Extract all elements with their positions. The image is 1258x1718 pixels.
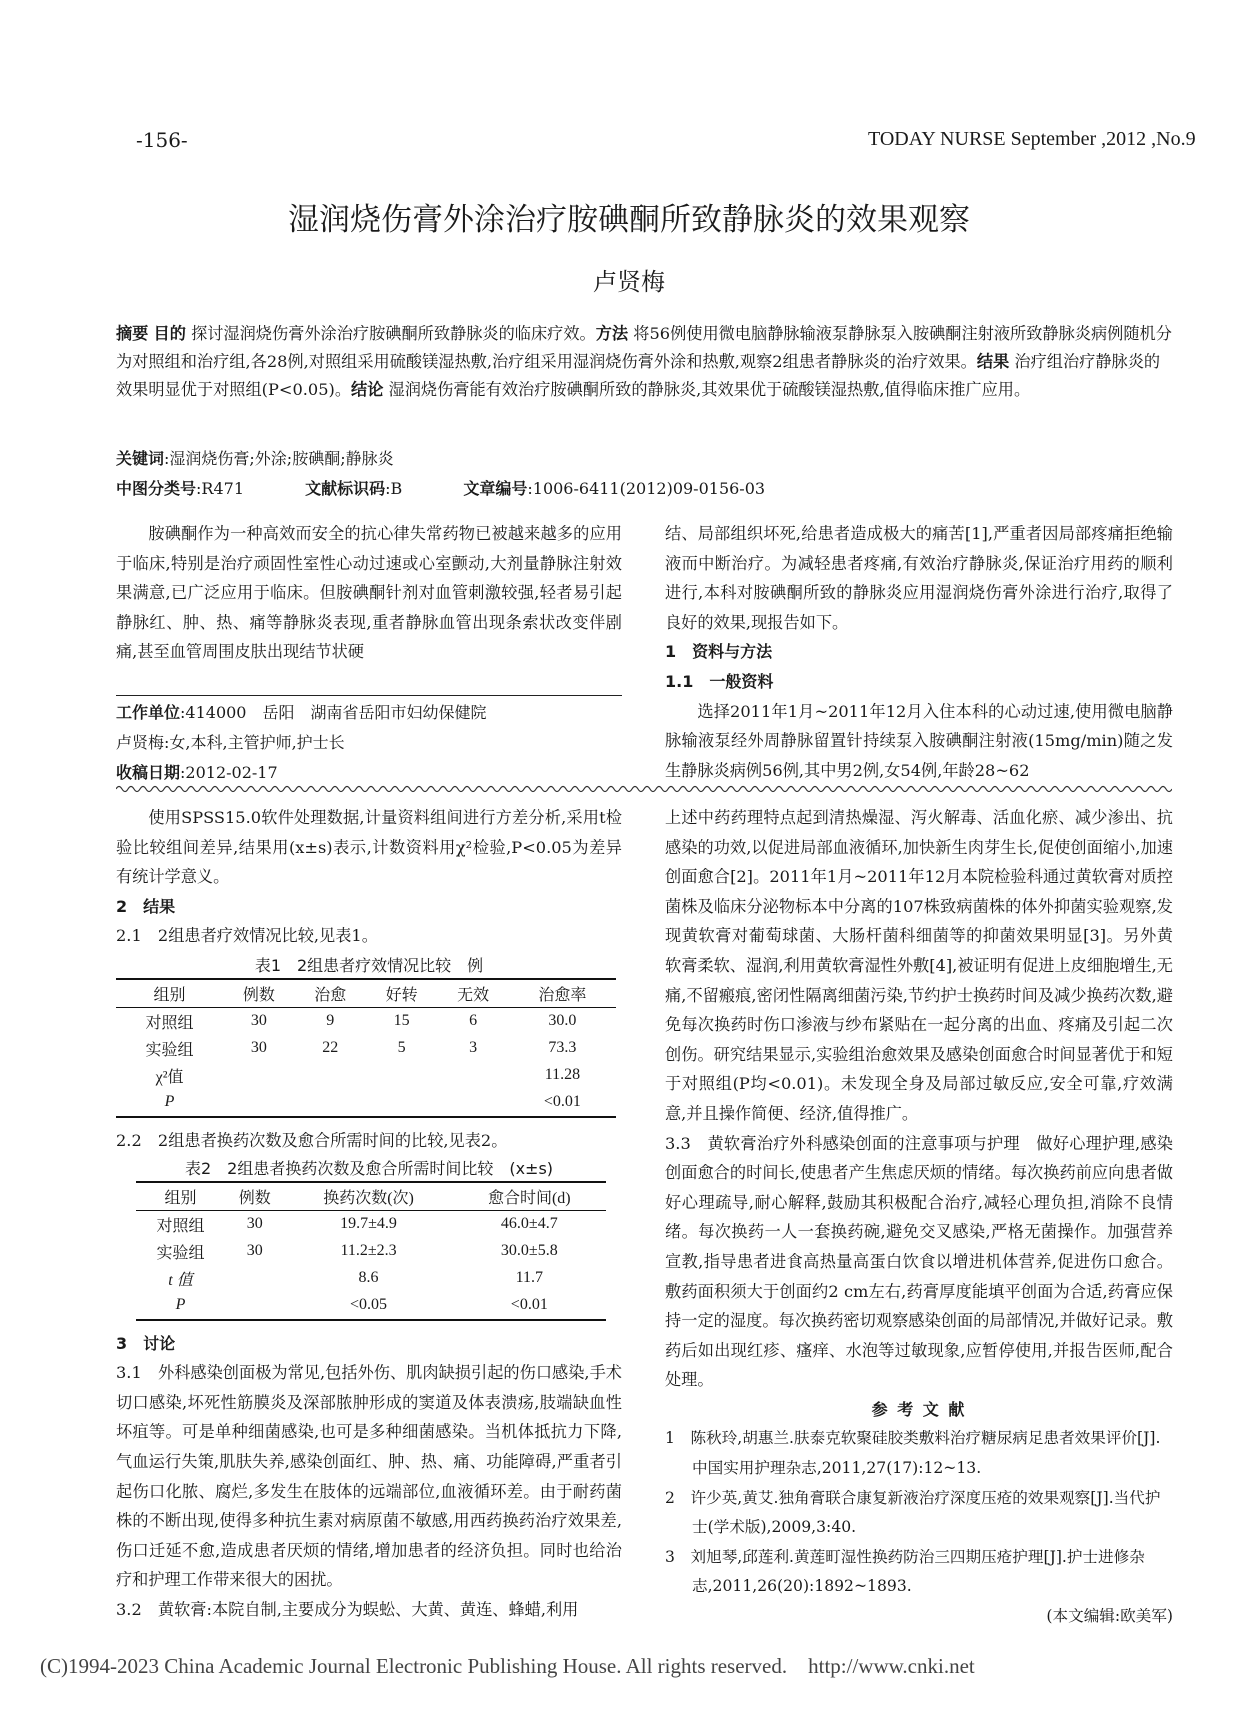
table2-cell: <0.05 [284, 1292, 452, 1320]
table1-cell [295, 1089, 366, 1117]
table-row [136, 1210, 606, 1238]
section-2-1-text: 2.1 2组患者疗效情况比较,见表1。 [116, 926, 378, 946]
result-text: 治疗组治疗静脉炎的效果明显优于对照组(P<0.05)。 [116, 352, 1161, 399]
table2-cell: 30 [246, 1215, 263, 1233]
table2-header-cell: 组别 [136, 1182, 225, 1211]
clc-label: 中图分类号 [116, 479, 197, 498]
table2-cell: 11.7 [515, 1269, 544, 1287]
received-value: :2012-02-17 [180, 763, 278, 782]
references-list [665, 1424, 1173, 1602]
section-3-2-text: 3.2 黄软膏:本院自制,主要成分为蜈蚣、大黄、黄连、蜂蜡,利用 [116, 1599, 579, 1619]
table1-cell: 3 [469, 1039, 478, 1057]
table2-cell: P [136, 1292, 225, 1320]
table1-cell [223, 1062, 294, 1089]
section-1-1-text: 选择2011年1月~2011年12月入住本科的心动过速,使用微电脑静脉输液泵经外周静脉留置针持续泵入胺碘酮注射液(15mg/min)随之发生静脉炎病例56例,其中男2例,女54例,年龄28~62 [665, 701, 1173, 780]
keywords-text: :湿润烧伤膏;外涂;胺碘酮;静脉炎 [164, 449, 394, 468]
section-1-1-heading: 1.1 一般资料 [665, 671, 774, 691]
stats-text: 使用SPSS15.0软件处理数据,计量资料组间进行方差分析,采用t检验比较组间差异,结果用(x±s)表示,计数资料用χ²检验,P<0.05为差异有统计学意义。 [116, 808, 622, 887]
table2-cell: 8.6 [358, 1269, 379, 1287]
copyright-footer: (C)1994-2023 China Academic Journal Electronic Publishing House. All rights reserved. http://www.cnki.net [40, 1654, 975, 1678]
table1-cell: 5 [397, 1039, 406, 1057]
affiliation [116, 698, 622, 788]
table-row [136, 1292, 606, 1320]
table-row [116, 1089, 616, 1117]
table1-cell [437, 1062, 508, 1089]
table1-cell: P [116, 1089, 223, 1117]
table-1 [116, 978, 616, 1118]
author: 卢贤梅 [593, 268, 665, 296]
reference-item: 1 陈秋玲,胡惠兰.肤泰克软聚硅胶类敷料治疗糖尿病足患者效果评价[J].中国实用护理杂志,2011,27(17):12~13. [665, 1429, 1161, 1478]
table1-cell: 实验组 [145, 1041, 194, 1059]
article-number-label: 文章编号 [463, 479, 528, 498]
table-2 [136, 1181, 606, 1321]
table1-header-cell: 治愈率 [509, 979, 616, 1008]
method-label: 方法 [595, 324, 629, 343]
table-row [116, 1062, 616, 1089]
doc-code-label: 文献标识码 [305, 479, 386, 498]
page-number: -156- [136, 128, 188, 152]
table2-cell [225, 1292, 284, 1320]
section-2-2-text: 2.2 2组患者换药次数及愈合所需时间的比较,见表2。 [116, 1130, 508, 1150]
table1-cell: χ²值 [155, 1068, 184, 1086]
section-2-heading: 2 结果 [116, 896, 176, 916]
table2-header-cell: 换药次数(次) [284, 1182, 452, 1211]
section-3-heading: 3 讨论 [116, 1333, 176, 1353]
method-text: 将56例使用微电脑静脉输液泵静脉泵入胺碘酮注射液所致静脉炎病例随机分为对照组和治疗组,各28例,对照组采用硫酸镁湿热敷,治疗组采用湿润烧伤膏外涂和热敷,观察2组患者静脉炎的治疗效果。 [116, 324, 1172, 371]
reference-item: 2 许少英,黄艾.独角膏联合康复新液治疗深度压疮的效果观察[J].当代护士(学术版),2009,3:40. [665, 1488, 1161, 1537]
keywords [116, 446, 394, 469]
table1-cell: <0.01 [509, 1089, 616, 1117]
table1-header-cell: 无效 [437, 979, 508, 1008]
table-row [136, 1265, 606, 1292]
table1-header-cell: 治愈 [295, 979, 366, 1008]
table1-cell: 30 [250, 1039, 267, 1057]
affiliation-divider [116, 695, 622, 696]
conclusion-text: 湿润烧伤膏能有效治疗胺碘酮所致的静脉炎,其效果优于硫酸镁湿热敷,值得临床推广应用。 [388, 380, 1031, 399]
conclusion-label: 结论 [351, 380, 384, 399]
table1-header-cell: 好转 [366, 979, 437, 1008]
table2-cell: 46.0±4.7 [500, 1215, 558, 1233]
table1-cell: 15 [393, 1012, 410, 1030]
table2-header-cell: 愈合时间(d) [453, 1182, 606, 1211]
table2-cell: <0.01 [453, 1292, 606, 1320]
section-3-3-text: 3.3 黄软膏治疗外科感染创面的注意事项与护理 做好心理护理,感染创面愈合的时间长,使患者产生焦虑厌烦的情绪。每次换药前应向患者做好心理疏导,耐心解释,鼓励其积极配合治疗,减轻心理负担,消除不良情绪。每次换药一人一套换药碗,避免交叉感染,严格无菌操作。加强营养宣教,指导患者进食高热量高蛋白饮食以增进机体营养,促进伤口愈合。敷药面积须大于创面约2 cm左右,药膏厚度能填平创面为合适,药膏应保持一定的湿度。每次换药密切观察感染创面的局部情况,并做好记录。敷药后如出现红疹、瘙痒、水泡等过敏现象,应暂停使用,并报告医师,配合处理。 [665, 1133, 1173, 1390]
table2-cell: 11.2±2.3 [340, 1242, 397, 1260]
table2-header-cell: 例数 [225, 1182, 284, 1211]
work-unit-value: :414000 岳阳 湖南省岳阳市妇幼保健院 [180, 703, 487, 722]
section-3-1-text: 3.1 外科感染创面极为常见,包括外伤、肌肉缺损引起的伤口感染,手术切口感染,坏死性筋膜炎及深部脓肿形成的窦道及体表溃疡,肢端缺血性坏疽等。可是单种细菌感染,也可是多种细菌感染。当机体抵抗力下降,气血运行失策,肌肤失养,感染创面红、肿、热、痛、功能障碍,严重者引起伤口化脓、腐烂,多发生在肢体的远端部位,血液循环差。由于耐药菌株的不断出现,使得多种抗生素对病原菌不敏感,用西药换药治疗效果差,伤口迁延不愈,造成患者厌烦的情绪,增加患者的经济负担。同时也给治疗和护理工作带来很大的困扰。 [116, 1363, 622, 1590]
table2-cell: 30 [246, 1242, 263, 1260]
received-label: 收稿日期 [116, 763, 181, 782]
intro-right-text: 结、局部组织坏死,给患者造成极大的痛苦[1],严重者因局部疼痛拒绝输液而中断治疗。为减轻患者疼痛,有效治疗静脉炎,保证治疗用药的顺利进行,本科对胺碘酮所致的静脉炎应用湿润烧伤膏外涂进行治疗,取得了良好的效果,现报告如下。 [665, 524, 1173, 632]
table2-cell: 对照组 [156, 1217, 205, 1235]
aim-text: 探讨湿润烧伤膏外涂治疗胺碘酮所致静脉炎的临床疗效。 [191, 324, 596, 343]
keywords-label: 关键词 [116, 449, 165, 468]
table1-cell: 30.0 [548, 1012, 577, 1030]
classification [116, 476, 1172, 499]
abstract-label: 摘要 [116, 324, 149, 343]
discussion-text: 上述中药药理特点起到清热燥湿、泻火解毒、活血化瘀、减少渗出、抗感染的功效,以促进局部血液循环,加快新生肉芽生长,促使创面缩小,加速创面愈合[2]。2011年1月~2011年12月本院检验科通过黄软膏对质控菌株及临床分泌物标本中分离的107株致病菌株的体外抑菌实验观察,发现黄软膏对葡萄球菌、大肠杆菌科细菌等的抑菌效果明显[3]。另外黄软膏柔软、湿润,利用黄软膏湿性外敷[4],被证明有促进上皮细胞增生,无痛,不留瘢痕,密闭性隔离细菌污染,节约护士换药时间及减少换药次数,避免每次换药时伤口渗液与纱布紧贴在一起分离的出血、疼痛及引起二次创伤。研究结果显示,实验组治愈效果及感染创面愈合时间显著优于和短于对照组(P均<0.01)。未发现全身及局部过敏反应,安全可靠,疗效满意,并且操作简便、经济,值得推广。 [665, 808, 1173, 1123]
wavy-divider [116, 783, 1172, 795]
table1-cell: 对照组 [145, 1014, 194, 1032]
clc-value: :R471 [196, 479, 244, 498]
table1-cell: 9 [326, 1012, 335, 1030]
table1-cell [295, 1062, 366, 1089]
table2-cell [225, 1265, 284, 1292]
work-unit-label: 工作单位 [116, 703, 181, 722]
table2-cell: 19.7±4.9 [340, 1215, 397, 1233]
work-unit [116, 698, 622, 728]
table1-header-cell: 例数 [223, 979, 294, 1008]
intro-right-column [665, 519, 1173, 785]
table-row [116, 1035, 616, 1062]
table1-cell [366, 1062, 437, 1089]
table1-cell: 11.28 [544, 1066, 581, 1084]
table2-cell: 实验组 [156, 1244, 205, 1262]
article-title: 湿润烧伤膏外涂治疗胺碘酮所致静脉炎的效果观察 [288, 202, 970, 238]
table1-cell [366, 1089, 437, 1117]
table1-cell [437, 1089, 508, 1117]
table2-cell: t 值 [168, 1271, 193, 1289]
journal-info: TODAY NURSE September ,2012 ,No.9 [868, 128, 1196, 150]
doc-code-value: :B [385, 479, 403, 498]
table1-cell: 30 [250, 1012, 267, 1030]
author-bio: 卢贤梅:女,本科,主管护师,护士长 [116, 733, 345, 752]
aim-label: 目的 [153, 324, 186, 343]
table-row [136, 1238, 606, 1265]
reference-item: 3 刘旭琴,邱莲利.黄莲町湿性换药防治三四期压疮护理[J].护士进修杂志,2011,26(20):1892~1893. [665, 1547, 1145, 1596]
article-number-value: :1006-6411(2012)09-0156-03 [527, 479, 766, 498]
table2-cell: 30.0±5.8 [500, 1242, 558, 1260]
table-row [116, 1007, 616, 1035]
table1-caption: 表1 2组患者疗效情况比较 例 [254, 955, 484, 975]
references-heading: 参 考 文 献 [871, 1399, 967, 1419]
abstract [116, 320, 1172, 404]
lower-left-column [116, 803, 622, 1625]
intro-left-column: 胺碘酮作为一种高效而安全的抗心律失常药物已被越来越多的应用于临床,特别是治疗顽固性室性心动过速或心室颤动,大剂量静脉注射效果满意,已广泛应用于临床。但胺碘酮针剂对血管刺激较强,轻者易引起静脉红、肿、热、痛等静脉炎表现,重者静脉血管出现条索状改变伴剧痛,甚至血管周围皮肤出现结节状硬 [116, 524, 622, 662]
table1-cell: 22 [322, 1039, 339, 1057]
table1-header-cell: 组别 [116, 979, 223, 1008]
table1-cell: 73.3 [548, 1039, 577, 1057]
table2-caption: 表2 2组患者换药次数及愈合所需时间比较 (x±s) [184, 1158, 554, 1178]
result-label: 结果 [976, 352, 1010, 371]
editor-note: (本文编辑:欧美军) [1046, 1607, 1173, 1626]
lower-right-column [665, 803, 1173, 1632]
table1-cell: 6 [469, 1012, 478, 1030]
table1-cell [223, 1089, 294, 1117]
section-1-heading: 1 资料与方法 [665, 642, 773, 662]
